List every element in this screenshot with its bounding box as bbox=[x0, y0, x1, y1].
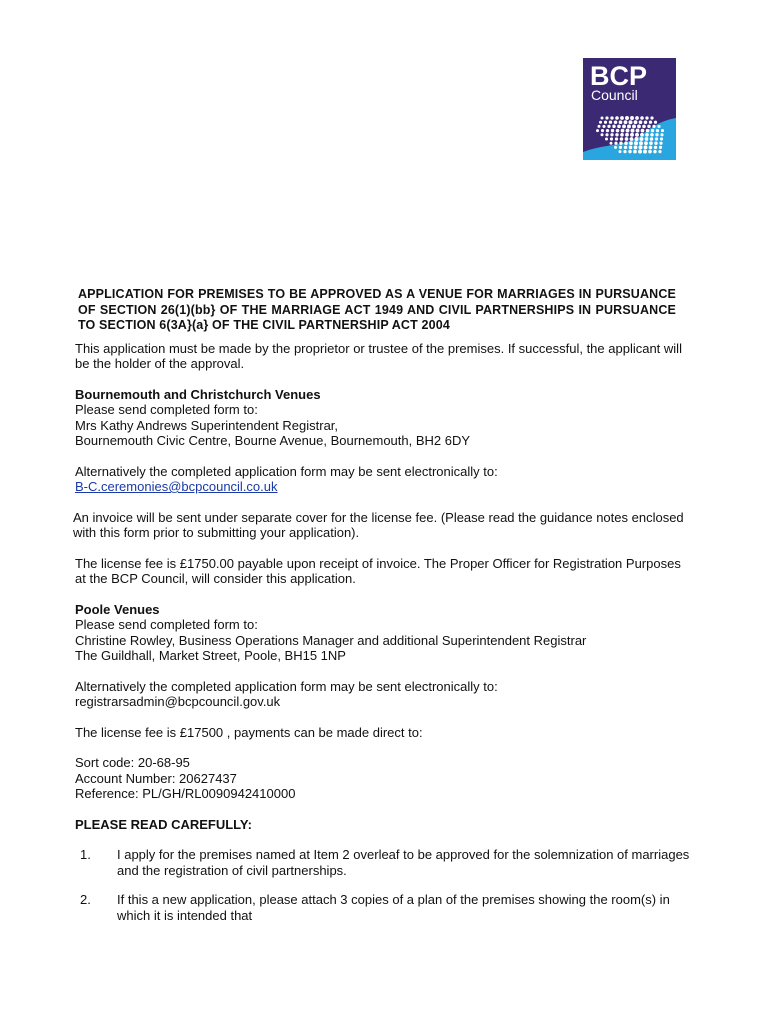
list-item-text: I apply for the premises named at Item 2 overleaf to be approved for the solemnization of marriages and the registration of civil partnerships. bbox=[117, 847, 690, 878]
poole-address: The Guildhall, Market Street, Poole, BH15 1NP bbox=[75, 648, 346, 663]
logo-dot bbox=[601, 129, 604, 132]
logo-dot bbox=[644, 141, 648, 145]
logo-dot bbox=[657, 125, 660, 128]
logo-dot bbox=[636, 129, 640, 133]
logo-dot bbox=[619, 150, 622, 153]
logo-dot bbox=[624, 141, 628, 145]
logo-dot bbox=[647, 125, 650, 128]
logo-dot bbox=[659, 146, 662, 149]
logo-dot bbox=[629, 146, 633, 150]
logo-dot bbox=[639, 120, 643, 124]
poole-email-section bbox=[75, 679, 690, 710]
bournemouth-section bbox=[75, 387, 690, 449]
poole-section bbox=[75, 602, 690, 664]
logo-dot bbox=[640, 133, 644, 137]
logo-dot bbox=[619, 142, 622, 145]
logo-dot bbox=[629, 141, 633, 145]
logo-dot bbox=[620, 133, 624, 137]
logo-dot bbox=[615, 116, 619, 120]
poole-addressee: Christine Rowley, Business Operations Manager and additional Superintendent Registrar bbox=[75, 632, 587, 648]
logo-dot bbox=[644, 146, 648, 150]
logo-dot bbox=[649, 121, 652, 124]
logo-dot bbox=[658, 150, 661, 153]
logo-dot bbox=[641, 129, 645, 133]
logo-title: BCP bbox=[590, 61, 648, 91]
logo-dot bbox=[624, 146, 627, 149]
logo-dot bbox=[650, 137, 654, 141]
poole-fee-line: The license fee is £17500 , payments can be made direct to: bbox=[75, 724, 423, 740]
logo-dot bbox=[628, 150, 631, 153]
logo-dot bbox=[645, 133, 649, 137]
logo-dot bbox=[635, 137, 639, 141]
logo-dots-graphic bbox=[583, 58, 676, 160]
logo-dot bbox=[604, 121, 607, 124]
logo-dot bbox=[616, 129, 620, 133]
logo-dot bbox=[649, 146, 653, 150]
logo-dot bbox=[644, 120, 648, 124]
logo-dot bbox=[602, 125, 605, 128]
logo-dot bbox=[643, 150, 647, 154]
logo-dot bbox=[640, 137, 644, 141]
logo-dot bbox=[635, 133, 639, 137]
list-item-number: 2. bbox=[80, 892, 91, 907]
logo-dot bbox=[629, 120, 633, 124]
logo-dot bbox=[627, 124, 631, 128]
logo-dot bbox=[660, 137, 663, 140]
logo-dot bbox=[654, 121, 657, 124]
logo-dot bbox=[631, 129, 635, 133]
list-item-number: 1. bbox=[80, 847, 91, 862]
logo-dot bbox=[650, 133, 653, 136]
logo-dot bbox=[614, 120, 618, 124]
logo-dot bbox=[621, 129, 625, 133]
logo-subtitle: Council bbox=[591, 87, 638, 103]
intro-text: This application must be made by the proprietor or trustee of the premises. If successful, the applicant will be the holder of the approval. bbox=[75, 340, 682, 371]
logo-dot bbox=[624, 120, 628, 124]
logo-dot bbox=[634, 146, 638, 150]
logo-dot bbox=[625, 137, 629, 141]
logo-dot bbox=[615, 133, 618, 136]
logo-dot bbox=[650, 116, 653, 119]
logo-dot bbox=[630, 116, 634, 120]
logo-dot bbox=[599, 121, 602, 124]
logo-dot bbox=[639, 141, 643, 145]
list-item bbox=[75, 847, 690, 878]
payment-reference: Reference: PL/GH/RL0090942410000 bbox=[75, 786, 296, 801]
logo-dot bbox=[655, 133, 658, 136]
logo-dot bbox=[607, 125, 610, 128]
logo-dot bbox=[645, 137, 649, 141]
bcp-council-logo bbox=[583, 58, 676, 160]
logo-dot bbox=[610, 116, 613, 119]
payment-details bbox=[75, 755, 690, 802]
logo-dot bbox=[605, 138, 608, 141]
logo-dot bbox=[656, 129, 659, 132]
poole-alt-line: Alternatively the completed application form may be sent electronically to: bbox=[75, 678, 498, 694]
account-number: Account Number: 20627437 bbox=[75, 770, 237, 786]
instructions-list bbox=[75, 847, 690, 923]
logo-dot bbox=[659, 142, 662, 145]
logo-dot bbox=[654, 146, 657, 149]
logo-dot bbox=[654, 142, 657, 145]
logo-dot bbox=[614, 146, 617, 149]
logo-dot bbox=[620, 116, 624, 120]
poole-send-line: Please send completed form to: bbox=[75, 617, 258, 632]
logo-dot bbox=[610, 133, 613, 136]
bournemouth-addressee: Mrs Kathy Andrews Superintendent Registrar, bbox=[75, 417, 339, 433]
logo-dot bbox=[653, 150, 656, 153]
logo-dot bbox=[635, 116, 639, 120]
logo-dot bbox=[655, 137, 658, 140]
logo-dot bbox=[617, 125, 621, 129]
logo-dot bbox=[639, 145, 643, 149]
logo-dot bbox=[642, 125, 646, 129]
logo-dot bbox=[632, 124, 636, 128]
please-read-heading: PLEASE READ CAREFULLY: bbox=[75, 816, 252, 832]
logo-dot bbox=[610, 137, 613, 140]
logo-dot bbox=[645, 116, 648, 119]
bournemouth-email-link[interactable]: B-C.ceremonies@bcpcouncil.co.uk bbox=[75, 479, 278, 494]
logo-dot bbox=[601, 133, 604, 136]
logo-dot bbox=[601, 117, 604, 120]
logo-dot bbox=[633, 150, 637, 154]
sort-code: Sort code: 20-68-95 bbox=[75, 755, 190, 770]
logo-dot bbox=[622, 125, 626, 129]
logo-dot bbox=[630, 137, 634, 141]
logo-dot bbox=[625, 116, 629, 120]
fee-note: The license fee is £1750.00 payable upon receipt of invoice. The Proper Officer for Registration Purposes at the BCP Council, will consider this application. bbox=[75, 555, 681, 586]
list-item bbox=[75, 892, 690, 923]
poole-title: Poole Venues bbox=[75, 601, 160, 617]
logo-dot bbox=[640, 116, 644, 120]
logo-dot bbox=[660, 133, 663, 136]
logo-dot bbox=[626, 129, 630, 133]
logo-dot bbox=[612, 125, 615, 128]
logo-dot bbox=[634, 120, 638, 124]
logo-dot bbox=[638, 150, 642, 154]
logo-dot bbox=[623, 150, 626, 153]
logo-dot bbox=[615, 137, 618, 140]
logo-dot bbox=[610, 142, 613, 145]
bournemouth-title: Bournemouth and Christchurch Venues bbox=[75, 386, 321, 402]
logo-dot bbox=[614, 142, 617, 145]
document-body bbox=[75, 287, 690, 937]
logo-dot bbox=[619, 146, 622, 149]
invoice-note: An invoice will be sent under separate cover for the license fee. (Please read the guidance notes enclosed with this form prior to submitting your application). bbox=[73, 509, 684, 540]
bournemouth-email-section bbox=[75, 464, 690, 495]
logo-dot bbox=[634, 141, 638, 145]
logo-dot bbox=[648, 150, 652, 154]
logo-dot bbox=[598, 125, 601, 128]
logo-dot bbox=[649, 141, 653, 145]
logo-dot bbox=[619, 120, 623, 124]
form-heading: APPLICATION FOR PREMISES TO BE APPROVED AS A VENUE FOR MARRIAGES IN PURSUANCE OF SECTION 26(1)(bb} OF THE MARRIAGE ACT 1949 AND CIVIL PARTNERSHIPS IN PURSUANCE TO SECTION 6(3A}(a} OF THE CIVIL PARTNERSHIP ACT 2004 bbox=[78, 287, 676, 332]
bournemouth-alt-line: Alternatively the completed application form may be sent electronically to: bbox=[75, 463, 498, 479]
bournemouth-address: Bournemouth Civic Centre, Bourne Avenue, Bournemouth, BH2 6DY bbox=[75, 433, 471, 448]
logo-dot bbox=[637, 125, 641, 129]
logo-dot bbox=[609, 121, 612, 124]
logo-dot bbox=[605, 116, 608, 119]
logo-dot bbox=[620, 137, 624, 141]
logo-dot bbox=[611, 129, 614, 132]
logo-dot bbox=[630, 133, 634, 137]
logo-dot bbox=[652, 125, 655, 128]
logo-dot bbox=[661, 129, 664, 132]
poole-email: registrarsadmin@bcpcouncil.gov.uk bbox=[75, 694, 281, 709]
list-item-text: If this a new application, please attach 3 copies of a plan of the premises showing the room(s) in which it is intended that bbox=[117, 892, 670, 923]
bournemouth-send-line: Please send completed form to: bbox=[75, 402, 258, 417]
logo-dot bbox=[651, 129, 654, 132]
logo-dot bbox=[646, 129, 650, 133]
logo-dot bbox=[605, 133, 608, 136]
logo-dot bbox=[606, 129, 609, 132]
logo-dot bbox=[625, 133, 629, 137]
logo-dot bbox=[596, 129, 599, 132]
